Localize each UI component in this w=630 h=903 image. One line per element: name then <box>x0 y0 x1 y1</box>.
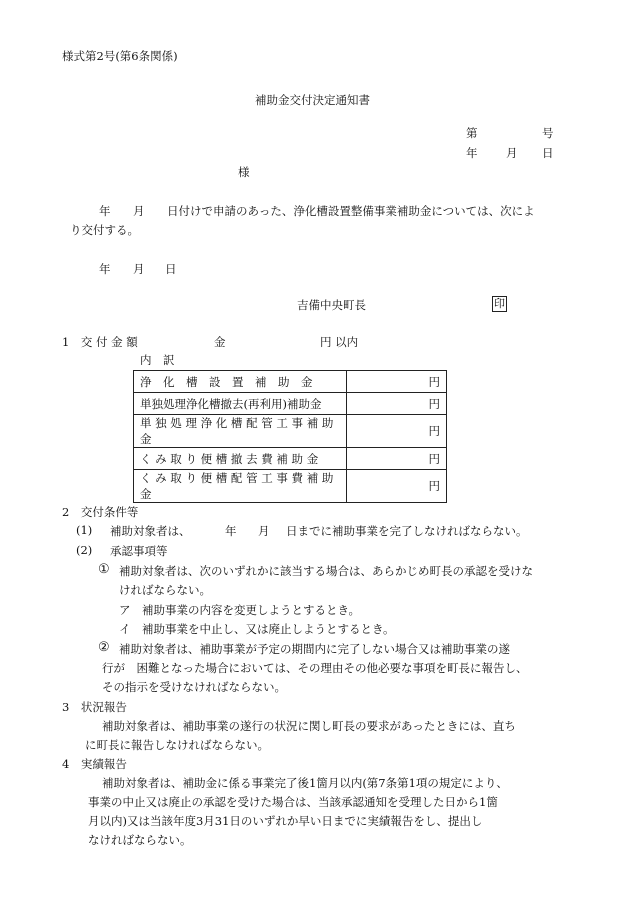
doc-number-dai: 第 <box>466 126 478 140</box>
sec3-line-2: に町長に報告しなければならない。 <box>85 738 269 752</box>
circ2-line-1: 補助対象者は、補助事業が予定の期間内に完了しない場合又は補助事業の遂 <box>119 642 510 656</box>
sec2-item1-year: 年 <box>225 524 237 538</box>
intro-year: 年 <box>99 204 111 218</box>
sec2-item1-text-b: 日までに補助事業を完了しなければならない。 <box>286 524 528 538</box>
sign-day: 日 <box>165 262 177 276</box>
form-label: 様式第2号(第6条関係) <box>62 49 178 63</box>
table-row <box>134 470 447 503</box>
breakdown-table <box>133 370 447 503</box>
breakdown-item-name: 単独処理浄化槽撤去(再利用)補助金 <box>134 393 347 415</box>
breakdown-item-amount: 円 <box>347 448 447 470</box>
document-title: 補助金交付決定通知書 <box>255 93 370 107</box>
breakdown-item-amount: 円 <box>347 393 447 415</box>
circled-number-1: ① <box>98 562 110 577</box>
table-row <box>134 448 447 470</box>
sec3-heading: 3 状況報告 <box>62 700 127 714</box>
sub-item-a: ア 補助事業の内容を変更しようとするとき。 <box>119 603 361 617</box>
circ1-line-2: ければならない。 <box>119 583 211 597</box>
date-month: 月 <box>506 146 518 160</box>
sec4-line-4: なければならない。 <box>88 833 192 847</box>
intro-text: 日付けで申請のあった、浄化槽設置整備事業補助金については、次によ <box>167 204 535 218</box>
amount-heading: 1 交 付 金 額 <box>62 335 138 349</box>
table-row <box>134 393 447 415</box>
breakdown-label: 内 訳 <box>140 353 175 367</box>
doc-number-go: 号 <box>542 126 554 140</box>
amount-kin: 金 <box>214 335 226 349</box>
intro-month: 月 <box>133 204 145 218</box>
breakdown-item-name: く み 取 り 便 槽 撤 去 費 補 助 金 <box>134 448 347 470</box>
date-year: 年 <box>466 146 478 160</box>
circ2-line-3: その指示を受けなければならない。 <box>102 680 286 694</box>
circ2-line-2: 行が 困難となった場合においては、その理由その他必要な事項を町長に報告し、 <box>102 661 528 675</box>
date-day: 日 <box>542 146 554 160</box>
circ1-line-1: 補助対象者は、次のいずれかに該当する場合は、あらかじめ町長の承認を受けな <box>119 564 533 578</box>
table-row <box>134 415 447 448</box>
issuer-name: 吉備中央町長 <box>297 298 366 312</box>
sec3-line-1: 補助対象者は、補助事業の遂行の状況に関し町長の要求があったときには、直ち <box>102 719 516 733</box>
sec2-item1-text-a: 補助対象者は、 <box>110 524 191 538</box>
sec2-item2-text: 承認事項等 <box>110 544 168 558</box>
sub-item-i: イ 補助事業を中止し、又は廃止しようとするとき。 <box>119 622 395 636</box>
breakdown-item-amount: 円 <box>347 470 447 503</box>
sec4-heading: 4 実績報告 <box>62 757 127 771</box>
sec4-line-1: 補助対象者は、補助金に係る事業完了後1箇月以内(第7条第1項の規定により、 <box>102 776 508 790</box>
sec2-item1-month: 月 <box>258 524 270 538</box>
sec4-line-2: 事業の中止又は廃止の承認を受けた場合は、当該承認通知を受理した日から1箇 <box>88 795 498 809</box>
sec2-item1-number: (1) <box>76 523 93 537</box>
breakdown-item-amount: 円 <box>347 371 447 393</box>
sec2-item2-number: (2) <box>76 543 93 557</box>
circled-number-2: ② <box>98 640 110 655</box>
amount-en: 円 以内 <box>320 335 359 349</box>
breakdown-item-amount: 円 <box>347 415 447 448</box>
breakdown-item-name: 単 独 処 理 浄 化 槽 配 管 工 事 補 助 金 <box>134 415 347 448</box>
sec2-heading: 2 交付条件等 <box>62 505 139 519</box>
sign-year: 年 <box>99 262 111 276</box>
sign-month: 月 <box>133 262 145 276</box>
breakdown-item-name: 浄 化 槽 設 置 補 助 金 <box>134 371 347 393</box>
intro-text-2: り交付する。 <box>70 223 139 237</box>
breakdown-item-name: く み 取 り 便 槽 配 管 工 事 費 補 助 金 <box>134 470 347 503</box>
sec4-line-3: 月以内)又は当該年度3月31日のいずれか早い日までに実績報告をし、提出し <box>88 814 483 828</box>
table-row <box>134 371 447 393</box>
seal-mark: 印 <box>494 297 505 310</box>
addressee-sama: 様 <box>238 165 250 179</box>
